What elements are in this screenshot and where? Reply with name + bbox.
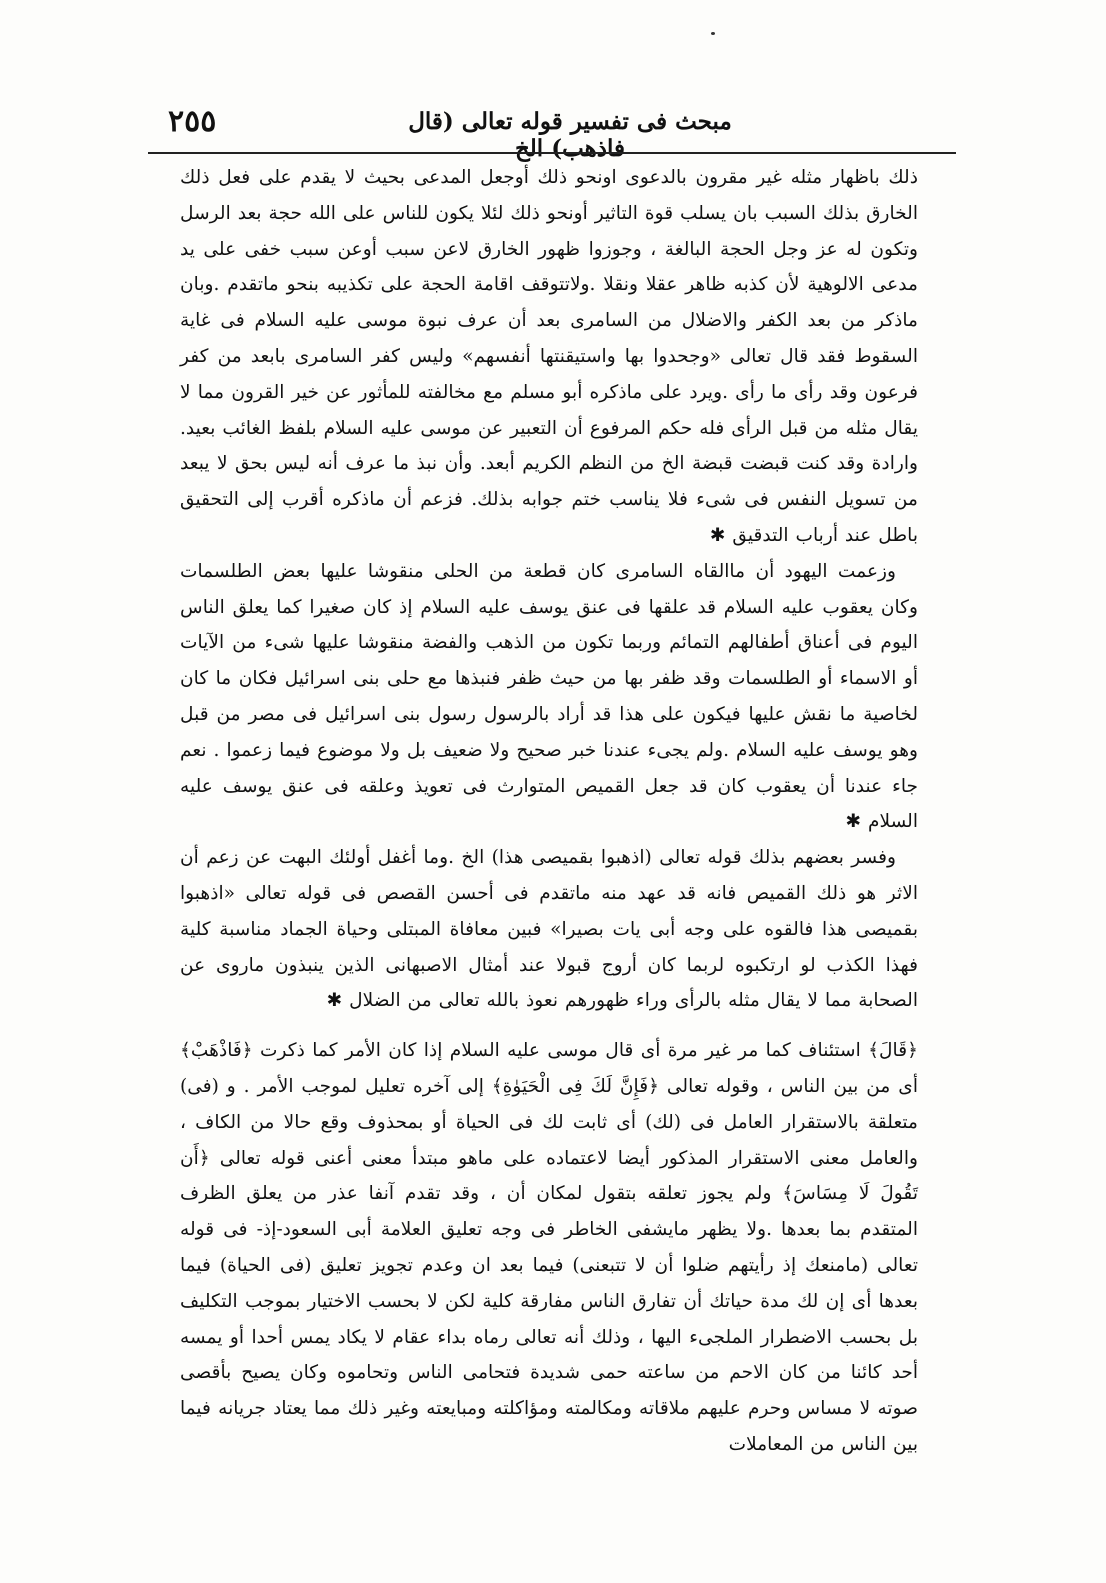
paragraph-3: وفسر بعضهم بذلك قوله تعالى (اذهبوا بقميصى هذا) الخ .وما أغفل أولئك البهت عن زعم أن الاثر هو ذلك القميص فانه قد عهد منه ماتقدم فى أحسن القصص فى قوله تعالى «اذهبوا بقميصى هذا فالقوه على وجه أبى يات بصيرا» فبين معافاة المبتلى وحياة الجماد مناسبة كلية فهذا الكذب لو ارتكبوه لربما كان أروج قبولا عند أمثال الاصبهانى الذين ينبذون ماروى عن الصحابة مما لا يقال مثله بالرأى وراء ظهورهم نعوذ بالله تعالى من الضلال ✱ [180,847,918,1012]
paragraph-1: ذلك باظهار مثله غير مقرون بالدعوى اونحو ذلك أوجعل المدعى بحيث لا يقدم على فعل ذلك الخارق بذلك السبب بان يسلب قوة التاثير أونحو ذلك لئلا يكون للناس على الله حجة بعد الرسل وتكون له عز وجل الحجة البالغة ، وجوزوا ظهور الخارق لاعن سبب أوعن سبب خفى على يد مدعى الالوهية لأن كذبه ظاهر عقلا ونقلا .ولاتتوقف اقامة الحجة على تكذيبه بنحو ماتقدم .وبان ماذكر من بعد الكفر والاضلال من السامرى بعد أن عرف نبوة موسى عليه السلام فى غاية السقوط فقد قال تعالى «وجحدوا بها واستيقنتها أنفسهم» وليس كفر السامرى بابعد من كفر فرعون وقد رأى ما رأى .ويرد على ماذكره أبو مسلم مع مخالفته للمأثور عن خير القرون مما لا يقال مثله من قبل الرأى فله حكم المرفوع أن التعبير عن موسى عليه السلام بلفظ الغائب بعيد. وارادة وقد كنت قبضت قبضة الخ من النظم الكريم أبعد. وأن نبذ ما عرف أنه ليس بحق لا يبعد من تسويل النفس فى شىء فلا يناسب ختم جوابه بذلك. فزعم أن ماذكره أقرب إلى التحقيق باطل عند أرباب التدقيق ✱ [180,167,918,546]
paragraph-4: ﴿قَالَ﴾ استئناف كما مر غير مرة أى قال موسى عليه السلام إذا كان الأمر كما ذكرت ﴿فَاذْهَبْ﴾ أى من بين الناس ، وقوله تعالى ﴿فَإِنَّ لَكَ فِى الْحَيَوٰةِ﴾ إلى آخره تعليل لموجب الأمر . و (فى) متعلقة بالاستقرار العامل فى (لك) أى ثابت لك فى الحياة أو بمحذوف وقع حالا من الكاف ، والعامل معنى الاستقرار المذكور أيضا لاعتماده على ماهو مبتدأ معنى أعنى قوله تعالى ﴿أَن تَقُولَ لَا مِسَاسَ﴾ ولم يجوز تعلقه بتقول لمكان أن ، وقد تقدم آنفا عذر من يعلق الظرف المتقدم بما بعدها .ولا يظهر مايشفى الخاطر فى وجه تعليق العلامة أبى السعود-إذ- فى قوله تعالى (مامنعك إذ رأيتهم ضلوا أن لا تتبعنى) فيما بعد ان وعدم تجويز تعليق (فى الحياة) فيما بعدها أى إن لك مدة حياتك أن تفارق الناس مفارقة كلية لكن لا بحسب الاختيار بموجب التكليف بل بحسب الاضطرار الملجىء اليها ، وذلك أنه تعالى رماه بداء عقام لا يكاد يمس أحدا أو يمسه أحد كائنا من كان الاحم من ساعته حمى شديدة فتحامى الناس وتحاموه وكان يصيح بأقصى صوته لا مساس وحرم عليهم ملاقاته ومكالمته ومؤاكلته ومبايعته وغير ذلك مما يعتاد جريانه فيما بين الناس من المعاملات [180,1040,918,1455]
running-title: مبحث فى تفسير قوله تعالى (قال فاذهب) الخ [408,108,732,162]
header-rule [148,152,956,154]
body-text [180,160,918,1463]
scan-speck [711,32,715,35]
paragraph-2: وزعمت اليهود أن ماالقاه السامرى كان قطعة من الحلى منقوشا عليها بعض الطلسمات وكان يعقوب عليه السلام قد علقها فى عنق يوسف عليه السلام إذ كان صغيرا كما يعلق الناس اليوم فى أعناق أطفالهم التمائم وربما تكون من الذهب والفضة منقوشا عليها شىء من الآيات أو الاسماء أو الطلسمات وقد ظفر بها من حيث ظفر فنبذها مع حلى بنى اسرائيل فكان ما كان لخاصية ما نقش عليها فيكون على هذا قد أراد بالرسول رسول بنى اسرائيل فى مصر من قبل وهو يوسف عليه السلام .ولم يجىء عندنا خبر صحيح ولا ضعيف بل ولا موضوع فيما زعموا . نعم جاء عندنا أن يعقوب كان قد جعل القميص المتوارث فى تعويذ وعلقه فى عنق يوسف عليه السلام ✱ [180,560,918,833]
page-header [160,100,950,162]
page-number: ٢٥٥ [168,104,217,139]
